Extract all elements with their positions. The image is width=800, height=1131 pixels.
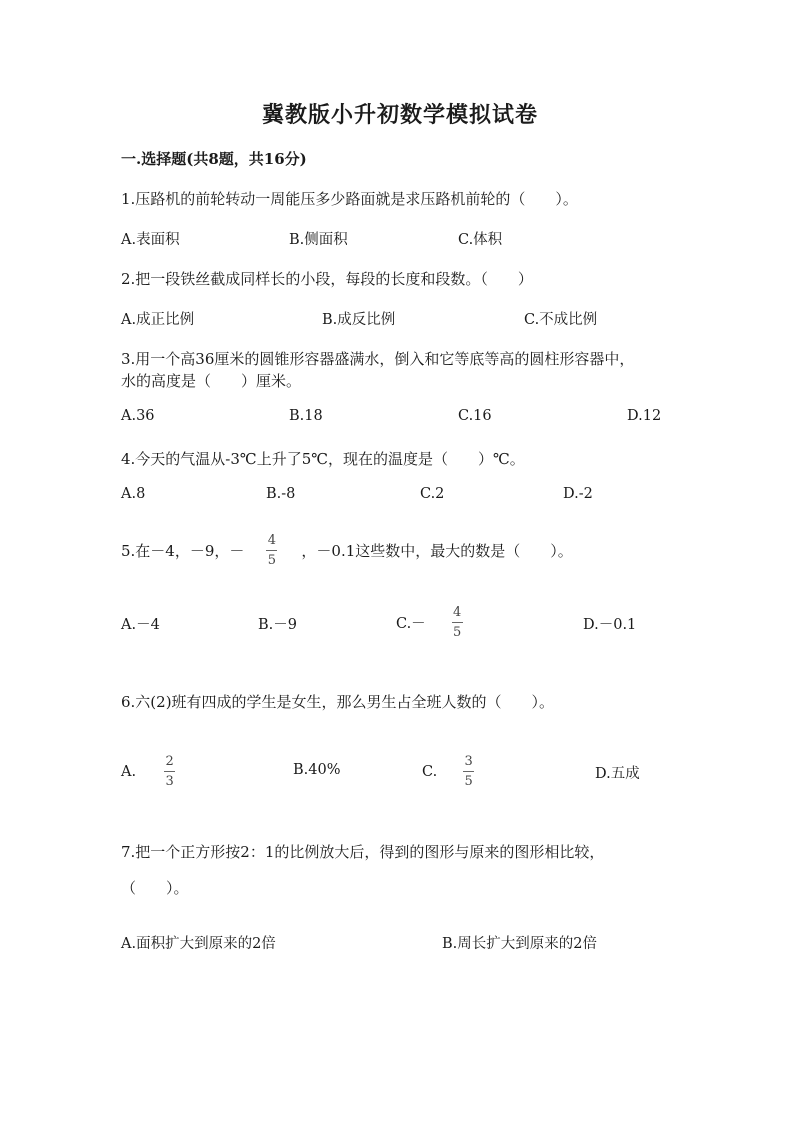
q5-text-suffix: ，－0.1这些数中，最大的数是（ ）。: [301, 542, 573, 560]
q6-option-d[interactable]: D.五成: [595, 766, 640, 782]
question-5: [121, 534, 573, 567]
q4-option-a[interactable]: A.8: [121, 486, 146, 502]
q6-option-c-prefix: C.: [422, 763, 438, 780]
q3-option-c[interactable]: C.16: [458, 408, 492, 424]
q5-fraction: [266, 534, 277, 567]
page-title: 冀教版小升初数学模拟试卷: [261, 102, 538, 128]
question-3-line-1: 3.用一个高36厘米的圆锥形容器盛满水，倒入和它等底等高的圆柱形容器中，: [121, 350, 635, 368]
q5-text-prefix: 5.在－4，－9，－: [121, 542, 245, 560]
q3-option-a[interactable]: A.36: [121, 408, 155, 424]
q5-option-c[interactable]: [396, 606, 463, 639]
q6-option-c-denominator: 5: [464, 774, 473, 789]
q4-option-d[interactable]: D.-2: [563, 486, 593, 502]
question-6: 6.六(2)班有四成的学生是女生，那么男生占全班人数的（ ）。: [121, 693, 555, 711]
q1-option-a[interactable]: A.表面积: [121, 232, 180, 248]
q2-option-a[interactable]: A.成正比例: [121, 312, 195, 328]
section-heading: 一.选择题(共8题，共16分): [121, 150, 307, 168]
q5-option-c-prefix: C.－: [396, 616, 426, 632]
q6-option-a-fraction: [164, 755, 175, 788]
question-3-line-2: 水的高度是（ ）厘米。: [121, 372, 302, 390]
q3-option-b[interactable]: B.18: [289, 408, 323, 424]
q6-option-a-denominator: 3: [165, 774, 174, 789]
q6-option-a[interactable]: [121, 755, 175, 788]
q6-option-c-numerator: 3: [464, 754, 473, 769]
q5-option-d[interactable]: D.－0.1: [583, 617, 637, 633]
question-7-line-2: （ ）。: [121, 879, 189, 897]
q3-option-d[interactable]: D.12: [627, 408, 662, 424]
q4-option-c[interactable]: C.2: [420, 486, 445, 502]
q5-fraction-numerator: 4: [267, 533, 277, 548]
q1-option-c[interactable]: C.体积: [458, 232, 503, 248]
q5-option-b[interactable]: B.－9: [258, 617, 297, 633]
question-7-line-1: 7.把一个正方形按2：1的比例放大后，得到的图形与原来的图形相比较，: [121, 843, 605, 861]
q6-option-a-prefix: A.: [121, 763, 137, 780]
q4-option-b[interactable]: B.-8: [266, 486, 296, 502]
q5-option-c-numerator: 4: [453, 605, 462, 620]
q5-option-c-fraction: [452, 606, 463, 639]
q6-option-a-numerator: 2: [165, 754, 174, 769]
q5-option-c-denominator: 5: [453, 625, 462, 640]
question-4: 4.今天的气温从-3℃上升了5℃，现在的温度是（ ）℃。: [121, 450, 525, 468]
q7-option-b[interactable]: B.周长扩大到原来的2倍: [442, 936, 597, 952]
q5-fraction-denominator: 5: [267, 553, 277, 568]
q6-option-c-fraction: [463, 755, 474, 788]
q2-option-c[interactable]: C.不成比例: [524, 312, 598, 328]
q5-option-a[interactable]: A.－4: [121, 617, 160, 633]
question-1: 1.压路机的前轮转动一周能压多少路面就是求压路机前轮的（ ）。: [121, 190, 578, 208]
q7-option-a[interactable]: A.面积扩大到原来的2倍: [121, 936, 276, 952]
q2-option-b[interactable]: B.成反比例: [322, 312, 396, 328]
q6-option-c[interactable]: [422, 755, 474, 788]
question-2: 2.把一段铁丝截成同样长的小段，每段的长度和段数。（ ）: [121, 270, 533, 288]
q1-option-b[interactable]: B.侧面积: [289, 232, 348, 248]
q6-option-b[interactable]: B.40%: [293, 762, 341, 778]
